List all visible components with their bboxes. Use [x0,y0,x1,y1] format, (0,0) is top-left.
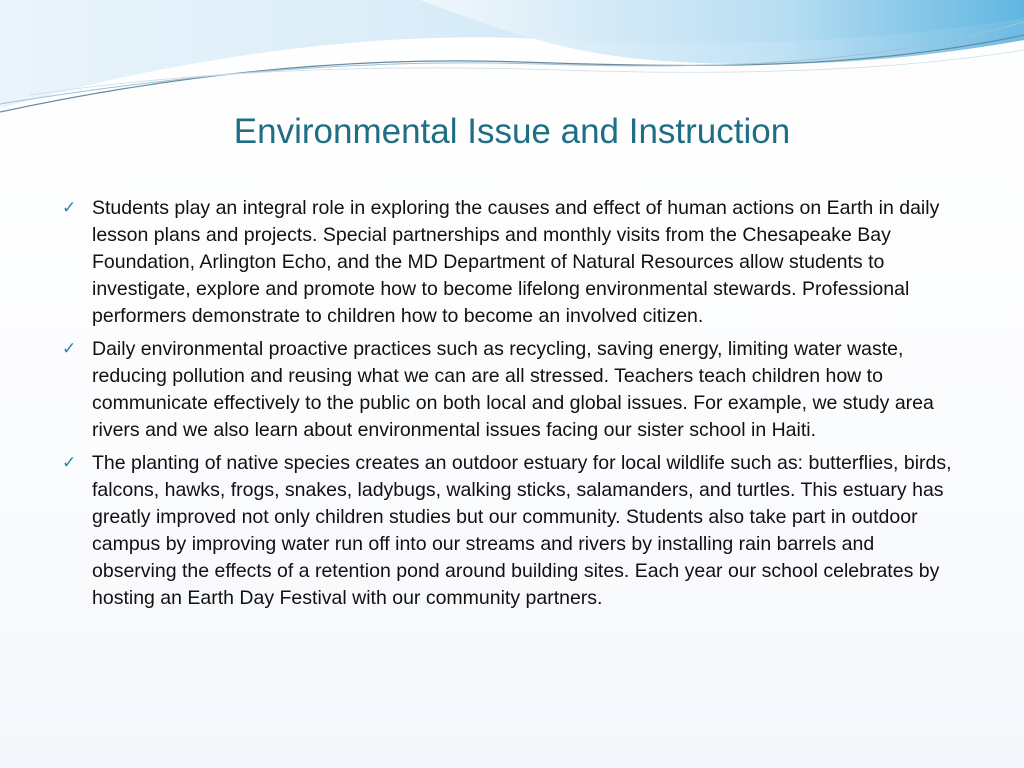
slide-title: Environmental Issue and Instruction [233,112,791,151]
bullet-item [62,450,962,612]
bullet-list [62,195,962,618]
bullet-item [62,336,962,444]
check-icon: ✓ [62,198,77,218]
check-icon: ✓ [62,453,77,473]
bullet-text: Students play an integral role in exploring the causes and effect of human actions on Earth in daily lesson plans and projects. Special partnerships and monthly visits from the Chesapeake Bay Foundation, Arlington Echo, and the MD Department of Natural Resources allow students to investigate, explore and promote how to become lifelong environmental stewards. Professional performers demonstrate to children how to become an involved citizen. [92,197,940,327]
check-icon: ✓ [62,339,77,359]
bullet-text: Daily environmental proactive practices such as recycling, saving energy, limiting water waste, reducing pollution and reusing what we can are all stressed. Teachers teach children how to communicate effectively to the public on both local and global issues. For example, we study area rivers and we also learn about environmental issues facing our sister school in Haiti. [92,338,934,441]
bullet-text: The planting of native species creates an outdoor estuary for local wildlife such as: butterflies, birds, falcons, hawks, frogs, snakes, ladybugs, walking sticks, salamanders, and turtles. This estuary has greatly improved not only children studies but our community. Students also take part in outdoor campus by improving water run off into our streams and rivers by installing rain barrels and observing the effects of a retention pond around building sites. Each year our school celebrates by hosting an Earth Day Festival with our community partners. [92,452,952,609]
bullet-item [62,195,962,330]
